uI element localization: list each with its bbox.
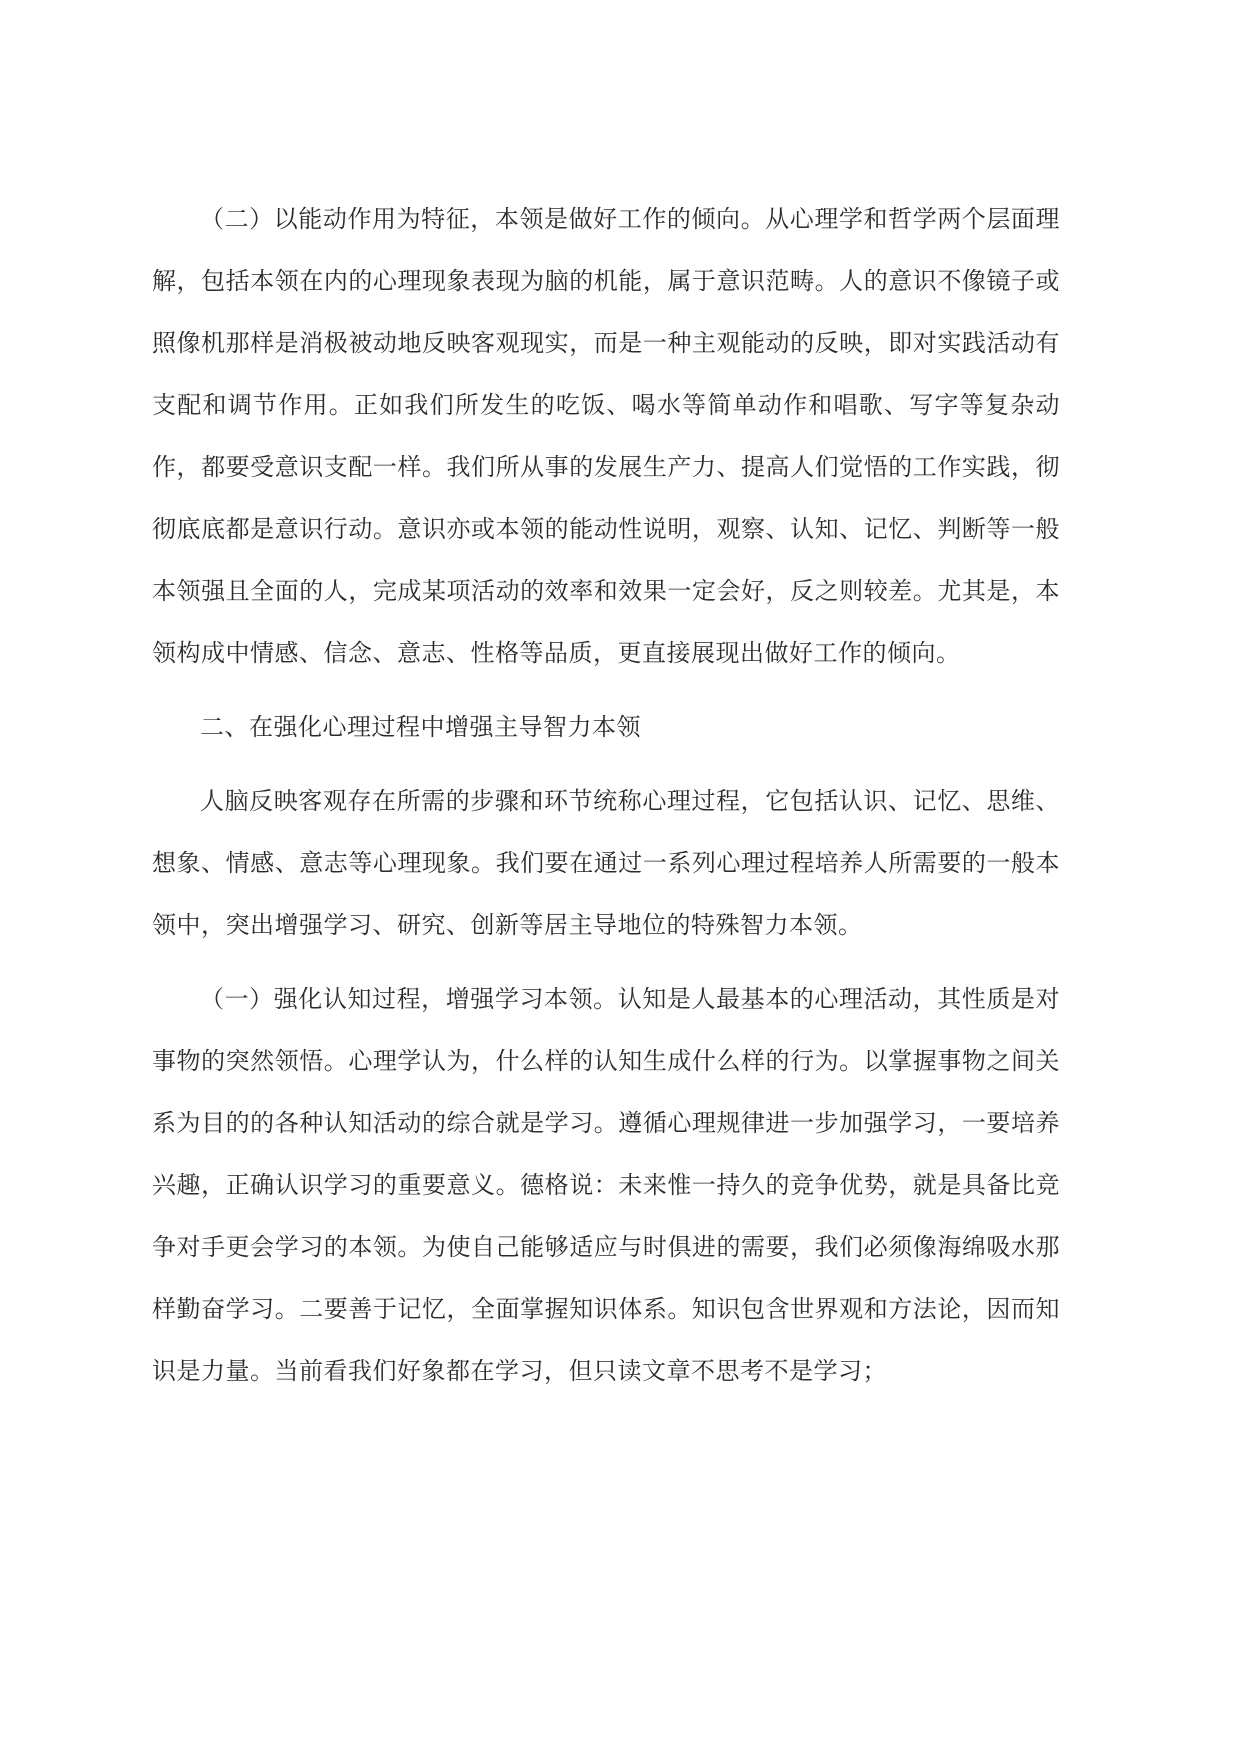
document-body [152,188,1060,1402]
section-heading-two: 二、在强化心理过程中增强主导智力本领 [200,713,641,741]
paragraph-mental-process: 人脑反映客观存在所需的步骤和环节统称心理过程，它包括认识、记忆、思维、想象、情感、意志等心理现象。我们要在通过一系列心理过程培养人所需要的一般本领中，突出增强学习、研究、创新等居主导地位的特殊智力本领。 [152,787,1060,939]
paragraph-ability-initiative: （二）以能动作用为特征，本领是做好工作的倾向。从心理学和哲学两个层面理解，包括本领在内的心理现象表现为脑的机能，属于意识范畴。人的意识不像镜子或照像机那样是消极被动地反映客观现实，而是一种主观能动的反映，即对实践活动有支配和调节作用。正如我们所发生的吃饭、喝水等简单动作和唱歌、写字等复杂动作，都要受意识支配一样。我们所从事的发展生产力、提高人们觉悟的工作实践，彻彻底底都是意识行动。意识亦或本领的能动性说明，观察、认知、记忆、判断等一般本领强且全面的人，完成某项活动的效率和效果一定会好，反之则较差。尤其是，本领构成中情感、信念、意志、性格等品质，更直接展现出做好工作的倾向。 [152,205,1060,667]
paragraph-cognition-learning: （一）强化认知过程，增强学习本领。认知是人最基本的心理活动，其性质是对事物的突然领悟。心理学认为，什么样的认知生成什么样的行为。以掌握事物之间关系为目的的各种认知活动的综合就是学习。遵循心理规律进一步加强学习，一要培养兴趣，正确认识学习的重要意义。德格说：未来惟一持久的竞争优势，就是具备比竞争对手更会学习的本领。为使自己能够适应与时俱进的需要，我们必须像海绵吸水那样勤奋学习。二要善于记忆，全面掌握知识体系。知识包含世界观和方法论，因而知识是力量。当前看我们好象都在学习，但只读文章不思考不是学习； [152,985,1060,1385]
